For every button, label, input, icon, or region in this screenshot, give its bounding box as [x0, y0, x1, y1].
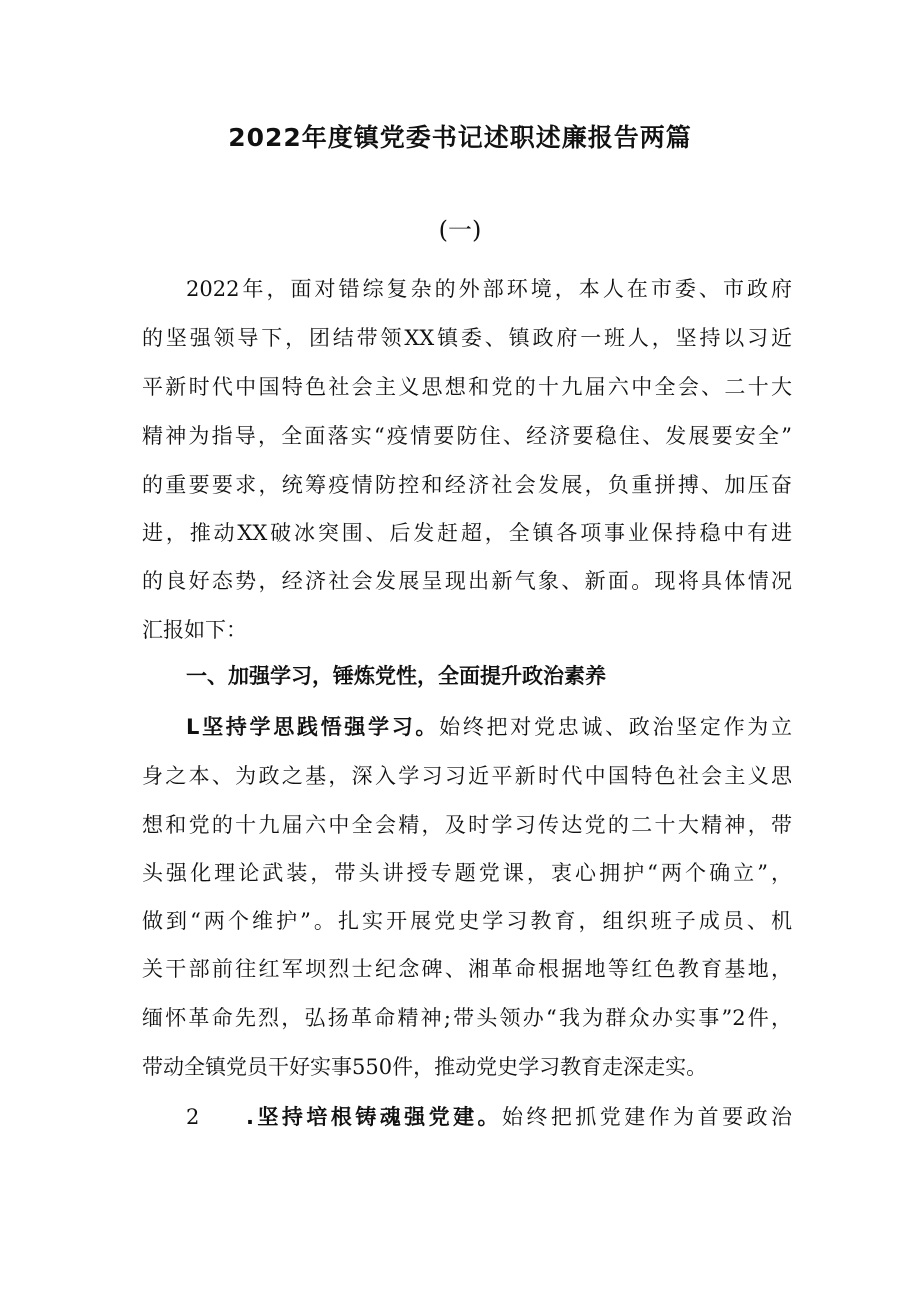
- document-subtitle: (一): [438, 216, 482, 244]
- intro-line: 平新时代中国特色社会主义思想和党的十九届六中全会、二十大: [142, 375, 792, 399]
- item2-first-line: [142, 1102, 792, 1132]
- item2-rest: 始终把抓党建作为首要政治: [501, 1105, 792, 1129]
- item1-line: 身之本、为政之基，深入学习习近平新时代中国特色社会主义思: [142, 764, 792, 788]
- item1-line: 缅怀革命先烈，弘扬革命精神;带头领办“我为群众办实事”2件，: [142, 1006, 792, 1030]
- item1-first-line: [142, 712, 792, 742]
- item1-line: 头强化理论武装，带头讲授专题党课，衷心拥护“两个确立”，: [142, 861, 792, 885]
- intro-line: 的坚强领导下，团结带领XX镇委、镇政府一班人，坚持以习近: [142, 326, 792, 350]
- item2-lead: .坚持培根铸魂强党建。: [246, 1105, 502, 1129]
- item1-line: 带动全镇党员干好实事550件，推动党史学习教育走深走实。: [142, 1055, 708, 1079]
- intro-line: 的良好态势，经济社会发展呈现出新气象、新面。现将具体情况: [142, 569, 792, 593]
- intro-line: 精神为指导，全面落实“疫情要防住、经济要稳住、发展要安全”: [142, 424, 792, 448]
- item1-lead: L坚持学思践悟强学习。: [186, 715, 440, 739]
- intro-line: 汇报如下：: [142, 618, 247, 642]
- item1-line: 做到“两个维护”。扎实开展党史学习教育，组织班子成员、机: [142, 909, 792, 933]
- intro-line: 进，推动XX破冰突围、后发赶超，全镇各项事业保持稳中有进: [142, 521, 792, 545]
- section-heading: 一、加强学习，锤炼党性，全面提升政治素养: [186, 664, 606, 688]
- item1-first-rest: 始终把对党忠诚、政治坚定作为立: [439, 715, 793, 739]
- item1-line: 想和党的十九届六中全会精，及时学习传达党的二十大精神，带: [142, 813, 792, 837]
- item2-number: 2: [186, 1105, 200, 1129]
- item1-line: 关干部前往红军坝烈士纪念碑、湘革命根据地等红色教育基地，: [142, 957, 792, 981]
- intro-line: 的重要要求，统筹疫情防控和经济社会发展，负重拼搏、加压奋: [142, 473, 792, 497]
- document-title: 2022年度镇党委书记述职述廉报告两篇: [228, 123, 692, 152]
- intro-line: 2022年，面对错综复杂的外部环境，本人在市委、市政府: [186, 277, 792, 301]
